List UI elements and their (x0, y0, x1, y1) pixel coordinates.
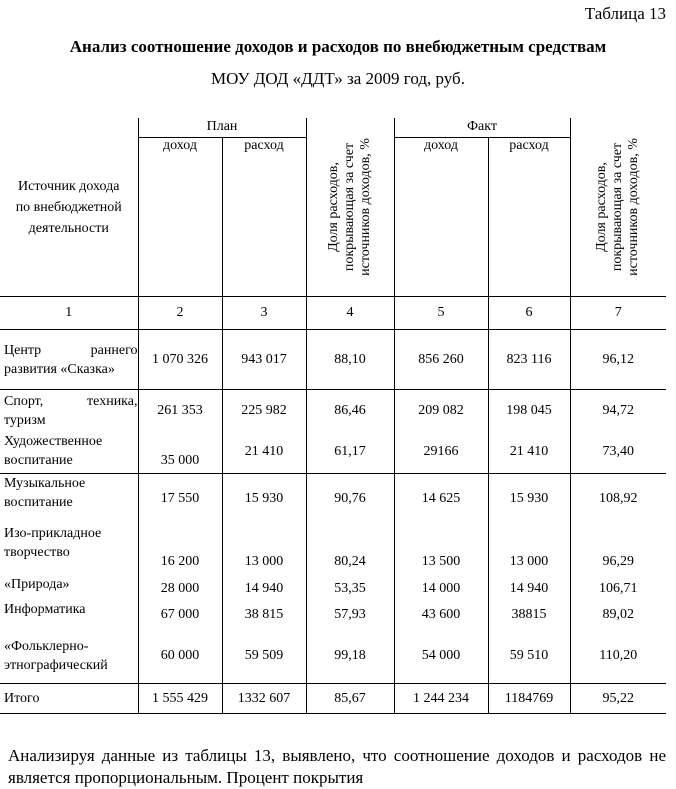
table-row: Художественное воспитание 35 000 21 410 61,17 29166 21 410 73,40 (0, 432, 666, 474)
table-title: Анализ соотношение доходов и расходов по внебюджетным средствам (69, 37, 607, 56)
data-table (0, 118, 666, 714)
header-plan-income: доход (138, 137, 222, 156)
header-plan-expense: расход (222, 137, 306, 156)
header-fact: Факт (394, 118, 570, 137)
column-number-row: 1 2 3 4 5 6 7 (0, 297, 666, 330)
header-plan: План (138, 118, 306, 137)
total-row: Итого 1 555 429 1332 607 85,67 1 244 234 1184769 95,22 (0, 684, 666, 714)
header-fact-share: Доля расходов, покрывающая за счет источников доходов, % (594, 138, 642, 276)
table-row: «Фольклерно-этнографический 60 000 59 509 99,18 54 000 59 510 110,20 (0, 630, 666, 684)
table-row: Музыкальное воспитание 17 550 15 930 90,76 14 625 15 930 108,92 (0, 474, 666, 524)
table-row: Центр раннего развития «Сказка» 1 070 326 943 017 88,10 856 260 823 116 96,12 (0, 330, 666, 390)
header-fact-expense: расход (488, 137, 570, 156)
header-fact-income: доход (394, 137, 488, 156)
table-row: Спорт, техника, туризм 261 353 225 982 86,46 209 082 198 045 94,72 (0, 390, 666, 432)
table-subtitle: МОУ ДОД «ДДТ» за 2009 год, руб. (211, 69, 465, 88)
table-row: Информатика 67 000 38 815 57,93 43 600 38815 89,02 (0, 600, 666, 630)
header-plan-share: Доля расходов, покрывающая за счет источников доходов, % (306, 118, 394, 297)
footer-paragraph: Анализируя данные из таблицы 13, выявлено, что соотношение доходов и расходов не является пропорциональным. Процент покрытия (8, 746, 666, 787)
table-row: «Природа» 28 000 14 940 53,35 14 000 14 940 106,71 (0, 570, 666, 600)
table-number: Таблица 13 (584, 4, 666, 23)
header-source: Источник дохода по внебюджетной деятельности (0, 118, 138, 297)
table-row: Изо-прикладное творчество 16 200 13 000 80,24 13 500 13 000 96,29 (0, 524, 666, 570)
